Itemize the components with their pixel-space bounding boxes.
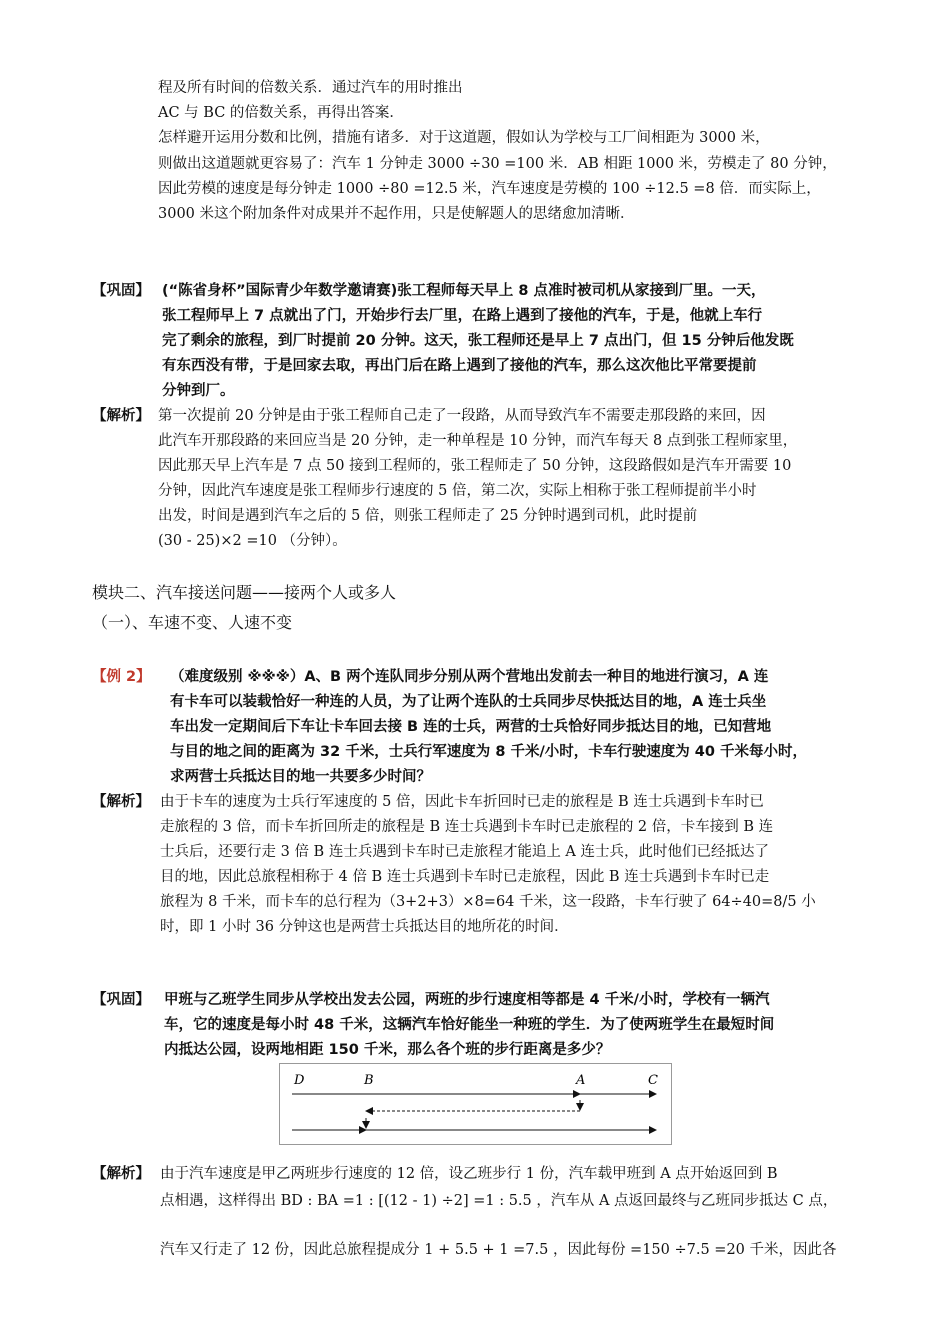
q1-line-2: 张工程师早上 7 点就出了门，开始步行去厂里，在路上遇到了接他的汽车，于是，他就上车行 xyxy=(162,308,763,324)
a2-line-3: 士兵后，还要行走 3 倍 B 连士兵遇到卡车时已走旅程才能追上 A 连士兵，此时他们已经抵达了 xyxy=(160,844,770,860)
q1-line-3: 完了剩余的旅程，到厂时提前 20 分钟。这天，张工程师还是早上 7 点出门，但 15 分钟后他发既 xyxy=(162,333,794,349)
ex2-line-2: 有卡车可以装载恰好一种连的人员，为了让两个连队的士兵同步尽快抵达目的地，A 连士兵坐 xyxy=(170,694,767,710)
intro-line-6: 3000 米这个附加条件对成果并不起作用，只是使解题人的思绪愈加清晰． xyxy=(158,206,635,222)
a3-line-3: 汽车又行走了 12 份，因此总旅程提成分 1 + 5.5 + 1 =7.5 ，因此每份 =150 ÷7.5 =20 千米，因此各 xyxy=(160,1242,837,1258)
a3-line-1: 由于汽车速度是甲乙两班步行速度的 12 倍，设乙班步行 1 份，汽车载甲班到 A 点开始返回到 B xyxy=(160,1166,778,1182)
q3-line-3: 内抵达公园，设两地相距 150 千米，那么各个班的步行距离是多少？ xyxy=(164,1042,611,1058)
a1-tag: 【解析】 xyxy=(92,408,150,424)
label-d: D xyxy=(294,1073,305,1088)
intro-line-2: AC 与 BC 的倍数关系，再得出答案． xyxy=(158,105,404,121)
q3-line-1: 甲班与乙班学生同步从学校出发去公园，两班的步行速度相等都是 4 千米/小时，学校有一辆汽 xyxy=(164,992,770,1008)
intro-line-4: 则做出这道题就更容易了：汽车 1 分钟走 3000 ÷30 =100 米．AB 相距 1000 米，劳模走了 80 分钟， xyxy=(158,156,837,172)
q1-line-4: 有东西没有带，于是回家去取，再出门后在路上遇到了接他的汽车，那么这次他比平常要提前 xyxy=(162,358,757,374)
a2-tag: 【解析】 xyxy=(92,794,150,810)
intro-line-3: 怎样避开运用分数和比例，措施有诸多．对于这道题，假如认为学校与工厂间相距为 3000 米， xyxy=(158,130,770,146)
q3-line-2: 车，它的速度是每小时 48 千米，这辆汽车恰好能坐一种班的学生．为了使两班学生在最短时间 xyxy=(164,1017,775,1033)
a1-line-3: 因此那天早上汽车是 7 点 50 接到工程师的，张工程师走了 50 分钟，这段路假如是汽车开需要 10 xyxy=(158,458,792,474)
q1-tag: 【巩固】 xyxy=(92,283,150,299)
a2-line-6: 时，即 1 小时 36 分钟这也是两营士兵抵达目的地所花的时间． xyxy=(160,919,569,935)
q1-line-1: (“陈省身杯”国际青少年数学邀请赛)张工程师每天早上 8 点准时被司机从家接到厂里。一天， xyxy=(162,283,766,299)
label-b: B xyxy=(364,1073,374,1088)
a1-line-1: 第一次提前 20 分钟是由于张工程师自己走了一段路，从而导致汽车不需要走那段路的来回，因 xyxy=(158,408,766,424)
a2-line-1: 由于卡车的速度为士兵行军速度的 5 倍，因此卡车折回时已走的旅程是 B 连士兵遇到卡车时已 xyxy=(160,794,764,810)
a2-line-4: 目的地，因此总旅程相称于 4 倍 B 连士兵遇到卡车时已走旅程，因此 B 连士兵遇到卡车时已走 xyxy=(160,869,770,885)
a1-line-4: 分钟，因此汽车速度是张工程师步行速度的 5 倍，第二次，实际上相称于张工程师提前半小时 xyxy=(158,483,757,499)
q3-tag: 【巩固】 xyxy=(92,992,150,1008)
route-diagram xyxy=(279,1063,672,1145)
ex2-line-3: 车出发一定期间后下车让卡车回去接 B 连的士兵，两营的士兵恰好同步抵达目的地，已知营地 xyxy=(170,719,772,735)
a1-line-2: 此汽车开那段路的来回应当是 20 分钟，走一种单程是 10 分钟，而汽车每天 8 点到张工程师家里， xyxy=(158,433,798,449)
label-c: C xyxy=(648,1073,658,1088)
a3-line-2: 点相遇，这样得出 BD : BA =1 : [(12 - 1) ÷2] =1 : 5.5 ，汽车从 A 点返回最终与乙班同步抵达 C 点， xyxy=(160,1193,838,1209)
a1-line-6: (30 - 25)×2 =10 （分钟）。 xyxy=(158,533,347,549)
intro-line-5: 因此劳模的速度是每分钟走 1000 ÷80 =12.5 米，汽车速度是劳模的 100 ÷12.5 =8 倍．而实际上， xyxy=(158,181,821,197)
ex2-line-4: 与目的地之间的距离为 32 千米，士兵行军速度为 8 千米/小时，卡车行驶速度为 40 千米每小时， xyxy=(170,744,808,760)
route-diagram-svg xyxy=(280,1064,671,1144)
ex2-line-5: 求两营士兵抵达目的地一共要多少时间？ xyxy=(170,769,431,785)
sub-title: （一）、车速不变、人速不变 xyxy=(92,613,293,632)
ex2-line-1: （难度级别 ※※※）A、B 两个连队同步分别从两个营地出发前去一种目的地进行演习，A 连 xyxy=(170,669,769,685)
label-a: A xyxy=(576,1073,586,1088)
intro-line-1: 程及所有时间的倍数关系．通过汽车的用时推出 xyxy=(158,80,463,96)
a2-line-2: 走旅程的 3 倍，而卡车折回所走的旅程是 B 连士兵遇到卡车时已走旅程的 2 倍，卡车接到 B 连 xyxy=(160,819,774,835)
a3-tag: 【解析】 xyxy=(92,1166,150,1182)
a1-line-5: 出发，时间是遇到汽车之后的 5 倍，则张工程师走了 25 分钟时遇到司机，此时提前 xyxy=(158,508,698,524)
module-title: 模块二、汽车接送问题——接两个人或多人 xyxy=(92,583,397,602)
ex2-tag: 【例 2】 xyxy=(92,669,151,685)
q1-line-5: 分钟到厂。 xyxy=(162,383,235,399)
a2-line-5: 旅程为 8 千米，而卡车的总行程为（3+2+3）×8=64 千米，这一段路，卡车行驶了 64÷40=8/5 小 xyxy=(160,894,816,910)
